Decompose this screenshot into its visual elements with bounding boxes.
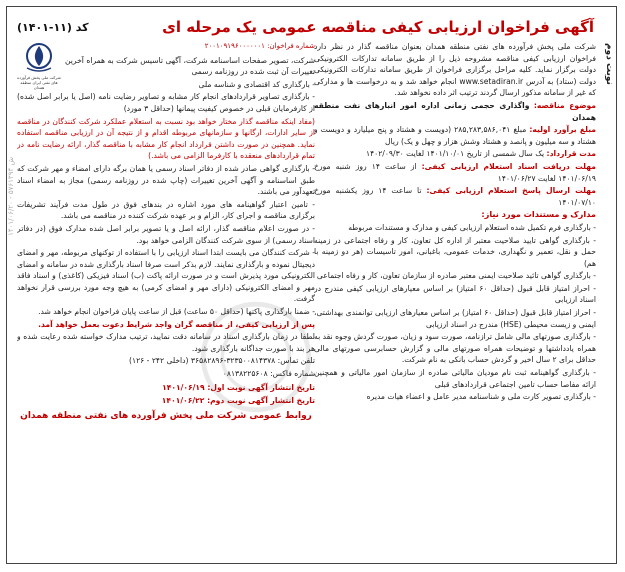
left-para-note: (مفاد اینکه مناقصه گذار مختار خواهد بود نسبت به استعلام عملکرد شرکت کنندگان در مناقصه از سایر ادارات، ارگانها و سازمانهای مربوطه اقدام و از نتیجه آن در ارزیابی مناقصه استفاده نماید. همچنین در صورت داشتن قرارداد انجام کار مشابه با مناقصه گذار، ارائه رضایت نامه در تمام قراردادهای منعقده با کارفرما الزامی می باشد.) — [17, 116, 315, 161]
nioc-logo-icon — [19, 41, 59, 75]
doc-item: - بارگذاری فرم تکمیل شده استعلام ارزیابی کیفی و مدارک و مستندات مربوطه — [348, 222, 596, 232]
left-para: - بارگذاری تصاویر قراردادهای انجام کار مشابه و تصاویر رضایت نامه (اصل یا برابر اصل شده) از کارفرمایان قبلی در خصوص کیفیت پیمانها (حداقل ۳ مورد) — [17, 92, 315, 113]
left-para: - ضمنا بارگذاری پاکتها (حداقل ۵۰ ساعت) قبل از ساعت پایان فراخوان انجام خواهد شد. — [38, 307, 315, 317]
publish-date-2: تاریخ انتشار آگهی نوبت دوم: ۱۴۰۱/۰۶/۲۲ — [161, 396, 315, 406]
duration-value: یک سال شمسی از تاریخ ۱۴۰۱/۱۰/۰۱ لغایت ۱۴۰۲/۰۹/۳۰ — [365, 149, 545, 159]
left-para: - در صورت اعلام مناقصه گذار، ارائه اصل و یا تصویر برابر اصل شده مدارک فوق (در دفاتر اسناد رسمی) از سوی شرکت کنندگان الزامی خواهد بود. — [17, 223, 315, 245]
left-para: شرکت، تصویر صفحات اساسنامه شرکت، آگهی تاسیس شرکت به همراه آخرین تغییرات آن ثبت شده در روزنامه رسمی — [65, 55, 315, 77]
public-relations-footer: روابط عمومی شرکت ملی پخش فرآورده های نفتی منطقه همدان — [20, 410, 312, 421]
estimate-label: مبلغ برآورد اولیه: — [529, 125, 596, 135]
receive-deadline-label: مهلت دریافت اسناد استعلام ارزیابی کیفی: — [421, 161, 596, 171]
doc-item: - احراز امتیاز قابل قبول (حداقل ۶۰ امتیاز) بر اساس معیارهای ارزیابی توانمندی بهداشتی، ایمنی و زیست محیطی (HSE) مندرج در اسناد ارزیابی — [314, 308, 596, 329]
doc-item: - بارگذاری صورتهای مالی شامل ترازنامه، صورت سود و زیان، صورت گردش وجوه نقد به همراه یادداشتها و توضیحات همراه صورتهای مالی و گزارش حسابرسی صورتهای مالی حداقل برای ۲ سال اخیر و گردش حساب بانکی به نام شرکت. — [314, 332, 596, 365]
notice-code: کد (۱۱-۱۴۰۱) — [17, 20, 89, 34]
receive-deadline-value: از ساعت ۱۴ روز شنبه مورخ ۱۴۰۱/۰۶/۱۹ لغایت ۱۴۰۱/۰۶/۲۷ — [314, 161, 596, 183]
notice-title: آگهی فراخوان ارزیابی کیفی مناقصه عمومی یک مرحله ای — [162, 18, 594, 36]
reply-deadline-value: تا ساعت ۱۴ روز یکشنبه مورخ ۱۴۰۱/۰۷/۱۰ — [314, 186, 596, 207]
publish-date-1: تاریخ انتشار آگهی نوبت اول: ۱۴۰۱/۰۶/۱۹ — [162, 382, 315, 392]
left-column — [17, 41, 315, 563]
qualified-note: پس از ارزیابی کیفی، از مناقصه گران واجد شرایط دعوت بعمل خواهد آمد. — [38, 319, 315, 329]
doc-item: - بارگذاری تصویر کارت ملی و شناسنامه مدیر عامل و اعضاء هیات مدیره — [366, 392, 596, 402]
subject-label: موضوع مناقصه: — [533, 100, 596, 110]
company-logo — [17, 41, 61, 90]
duration-label: مدت قرارداد: — [546, 149, 596, 159]
subject-value: واگذاری حجمی زمانی اداره امور انبارهای نفت منطقه همدان — [314, 100, 596, 122]
doc-item: - بارگذاری گواهینامه ثبت نام مودیان مالیاتی صادره از سازمان امور مالیاتی و همچنین ارائه مفاصا حساب تامین اجتماعی قراردادهای قبلی — [314, 368, 596, 389]
intro-text: شرکت ملی پخش فرآورده های نفتی منطقه همدان بعنوان مناقصه گذار در نظر دارد فراخوان ارزیابی کیفی مناقصه مشروحه ذیل را از طریق سامانه تدارکات الکترونیکی دولت برگزار نماید. کلیه مراحل برگزاری فراخوان از طریق سامانه تدارکات الکترونیکی دولت (ستاد) به آدرس www.setadiran.ir انجام خواهد شد و به درخواست ها و مدارکی که غیر از سامانه مذکور ارسال گردند ترتیب اثر داده نخواهد شد. — [314, 42, 596, 98]
doc-item: - احراز امتیاز قابل قبول (حداقل ۶۰ امتیاز) بر اساس معیارهای ارزیابی کیفی مندرج در اسناد ارزیابی — [314, 283, 596, 305]
left-para: - تامین اعتبار گواهینامه های مورد اشاره در بندهای فوق در طول مدت فرآیند تشریفات برگزاری مناقصه و اجرای کار، الزام و بر عهده شرکت کننده در مناقصه می باشد. — [17, 199, 315, 221]
logo-row — [17, 41, 315, 91]
estimate-value: مبلغ ۲۸۵,۲۸۳,۵۸۶,۰۴۱ (دویست و هشتاد و پنج میلیارد و دویست و هشتاد و سه میلیون و پانصد و هشتاد وشش هزار و چهل و یک) ریال — [314, 125, 596, 146]
left-para: - بارگذاری کد اقتصادی و شناسه ملی — [198, 79, 315, 89]
right-column — [314, 41, 596, 561]
left-para: - بارگذاری گواهی صادر شده از دفاتر اسناد رسمی یا همان برگه دارای امضاء و مهر شرکت که طبق اساسنامه و آگهی آخرین تغییرات (چاپ شده در روزنامه رسمی) مجاز به امضاء اسناد تعهدآور می باشند. — [17, 163, 315, 197]
edition-label: نوبت دوم — [604, 43, 614, 85]
notice-frame — [6, 6, 617, 564]
docs-heading: مدارک و مستندات مورد نیاز: — [481, 209, 596, 220]
logo-caption: شرکت ملی پخش فرآورده های نفتی ایران منطقه همدان — [17, 75, 61, 90]
left-para: - شرکت کنندگان می بایست ابتدا اسناد ارزیابی را با استفاده از توکنهای مربوطه، مهر و امضای دیجیتال نموده و بارگذاری نمایند. لازم بذکر است صرفا اسناد بارگذاری شده در سامانه و امضای الکترونیکی مورد پذیرش است و در صورت ارائه پاکت (ب) اسناد فیزیکی (کاغذی) و اسناد فاقد مهر و امضای الکترونیکی (دارای مهر و امضای کرمی) به هیچ وجه مورد بررسی قرار نخواهد گرفت. — [17, 248, 315, 304]
reply-deadline-label: مهلت ارسال پاسخ استعلام ارزیابی کیفی: — [426, 186, 596, 196]
tender-number: شماره فراخوان: ۲۰۰۱۰۹۱۹۶۰۰۰۰۰۰۱ — [204, 42, 315, 50]
doc-item: - بارگذاری گواهی تائید صلاحیت ایمنی معتبر صادره از سازمان تعاون، کار و رفاه اجتماعی — [316, 271, 596, 281]
fax-line: شماره فاکس: ۰۸۱۳۸۲۲۵۶۰۸ — [222, 369, 315, 379]
phone-line: تلفن تماس: ۳۲۳۵۰۰۸۱۴۳۷۸-۳۶۵۸۲۸۹۶ (داخلی ۲۴۲ - ۱۲۶) — [129, 356, 315, 366]
notice-header — [17, 15, 594, 39]
left-para: لطفا در زمان بارگذاری اسناد در سامانه دقت نمایید، ترتیب مدارک خواسته شده رعایت شده و هر بند با صورت جداگانه بارگذاری شود. — [17, 332, 315, 353]
doc-item: - بارگذاری گواهی تایید صلاحیت معتبر از اداره کل تعاون، کار و رفاه اجتماعی در زمینه حمل و نقل، تعمیر و نگهداری، خدمات عمومی، باغبانی، امور تاسیسات (هر دو زمینه با هم) — [314, 235, 596, 268]
side-code: ش ۵۷۶۱۳۹۴ - ۱۴۰۱/۰۶/۲۰ — [7, 157, 15, 236]
